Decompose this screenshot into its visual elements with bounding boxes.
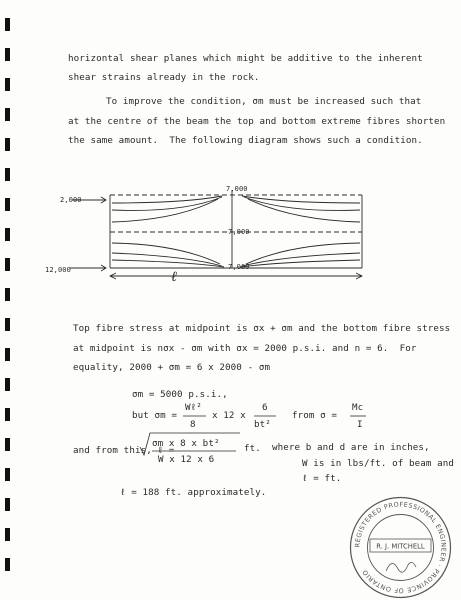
equation-sigma-m: σm = 5000 p.s.i., <box>132 389 228 400</box>
label-bottom-stress: 12,000 <box>45 266 71 274</box>
text-line-3: To improve the condition, σm must be increased such that <box>106 96 422 107</box>
text-line-6: Top fibre stress at midpoint is σx + σm and the bottom fibre stress <box>73 323 451 334</box>
label-top-stress: 2,000 <box>60 196 82 204</box>
eq3-radicand-den: W x 12 x 6 <box>158 454 215 465</box>
text-line-1: horizontal shear planes which might be additive to the inherent <box>68 53 423 64</box>
eq2-frac1-den: 8 <box>190 419 196 430</box>
eq3-note-1: where b and d are in inches, <box>272 442 430 453</box>
eq2-frac2-num: 6 <box>262 402 268 413</box>
eq3-note-2: W is in lbs/ft. of beam and <box>302 458 455 469</box>
result-length: ℓ = 188 ft. approximately. <box>120 487 267 498</box>
eq3-unit: ft. <box>244 443 261 454</box>
engineer-seal <box>348 495 453 600</box>
eq2-from: from σ = <box>292 410 338 421</box>
text-line-2: shear strains already in the rock. <box>68 72 260 83</box>
eq3-radicand-num: σm x 8 x bt² <box>152 438 220 449</box>
seal-ring-text: REGISTERED PROFESSIONAL ENGINEER · PROVINCE OF ONTARIO <box>353 500 448 595</box>
contour-label-top: 7,000 <box>226 185 248 193</box>
contour-label-mid: 7,000 <box>228 228 250 236</box>
signature-mark <box>386 562 416 572</box>
seal-name: R. J. MITCHELL <box>376 542 425 551</box>
eq2-mid: x 12 x <box>212 410 246 421</box>
eq2-prefix: but σm = <box>132 410 178 421</box>
text-line-4: at the centre of the beam the top and bottom extreme fibres shorten <box>68 116 446 127</box>
eq2-frac3-den: I <box>357 419 363 430</box>
text-line-5: the same amount. The following diagram shows such a condition. <box>68 135 423 146</box>
span-label: ℓ <box>171 269 177 285</box>
eq3-note-3: ℓ = ft. <box>302 473 342 484</box>
eq2-frac1-num: Wℓ² <box>185 402 202 413</box>
eq3-prefix: and from this, ℓ = <box>73 445 175 456</box>
contour-label-bottom: 7,000 <box>228 263 250 271</box>
eq2-frac2-den: bt² <box>254 419 271 430</box>
eq2-frac3-num: Mc <box>352 402 364 413</box>
text-line-8: equality, 2000 + σm = 6 x 2000 - σm <box>73 362 271 373</box>
text-line-7: at midpoint is nσx - σm with σx = 2000 p.s.i. and n = 6. For <box>73 343 417 354</box>
